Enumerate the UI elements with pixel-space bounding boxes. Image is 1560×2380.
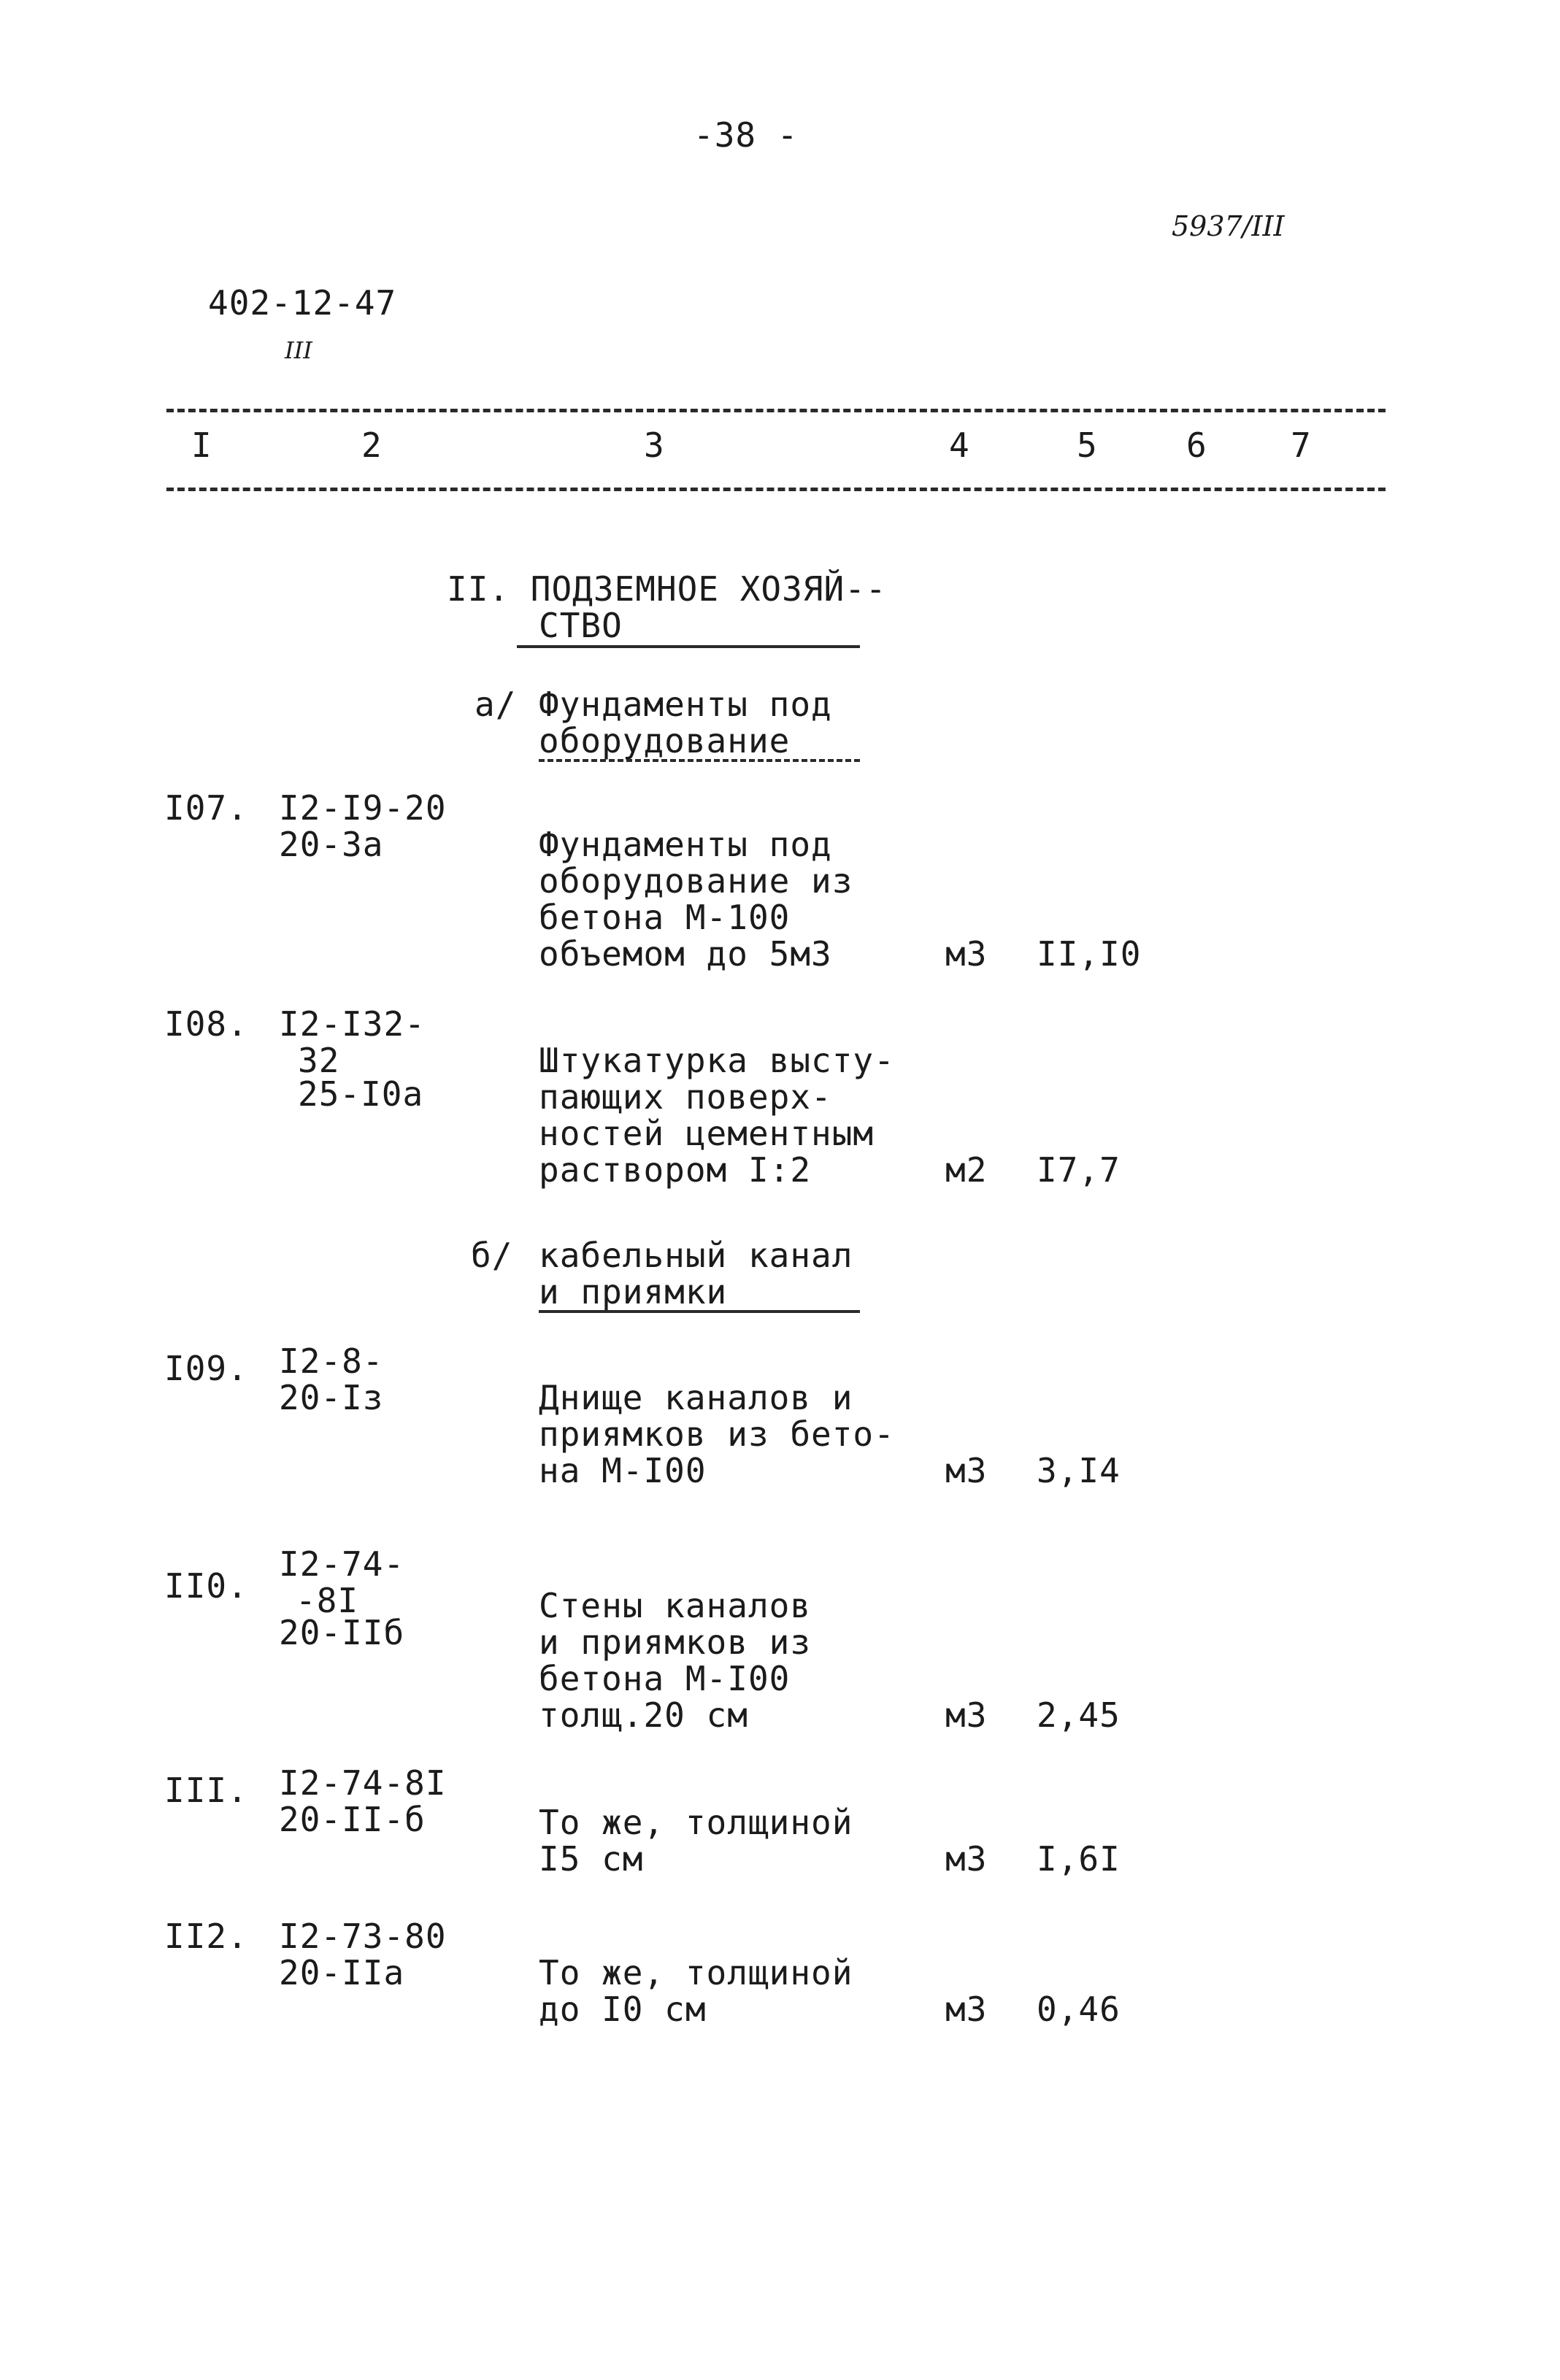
rate-code: I2-74-8I [279, 1763, 447, 1803]
unit-of-measure: м3 [945, 1695, 988, 1735]
rate-code: -8I [296, 1581, 359, 1620]
work-description: толщ.20 см [539, 1695, 748, 1735]
rate-code: 20-IIб [279, 1613, 405, 1652]
quantity: 0,46 [1037, 1990, 1121, 2029]
column-5-label: 5 [1077, 425, 1098, 465]
work-description: То же, толщиной [539, 1953, 853, 1992]
rate-code: 20-IIа [279, 1953, 405, 1992]
row-number: III. [164, 1771, 248, 1810]
quantity: 2,45 [1037, 1695, 1121, 1735]
work-description: раствором I:2 [539, 1150, 812, 1190]
unit-of-measure: м2 [945, 1150, 988, 1190]
work-description: ностей цементным [539, 1114, 875, 1153]
rate-code: 25-I0а [298, 1074, 424, 1114]
rate-code: I2-74- [279, 1544, 405, 1584]
work-description: приямков из бето- [539, 1414, 895, 1454]
rate-code: I2-73-80 [279, 1917, 447, 1956]
subsection-a-marker: а/ [474, 685, 517, 724]
unit-of-measure: м3 [945, 1839, 988, 1879]
unit-of-measure: м3 [945, 1990, 988, 2029]
work-description: Штукатурка высту- [539, 1041, 895, 1080]
quantity: 3,I4 [1037, 1451, 1121, 1490]
quantity: I7,7 [1037, 1150, 1121, 1190]
work-description: бетона М-I00 [539, 1659, 791, 1698]
quantity: II,I0 [1037, 934, 1142, 974]
row-number: I07. [164, 788, 248, 828]
subsection-b-title-continued: и приямки [539, 1272, 728, 1312]
work-description: Фундаменты под [539, 825, 832, 864]
work-description: Стены каналов [539, 1586, 812, 1625]
archive-mark: 5937/III [1172, 210, 1285, 242]
unit-of-measure: м3 [945, 934, 988, 974]
work-description: оборудование из [539, 861, 853, 901]
subsection-a-title-continued: оборудование [539, 721, 791, 760]
rate-code: I2-I9-20 [279, 788, 447, 828]
work-description: То же, толщиной [539, 1803, 853, 1842]
quantity: I,6I [1037, 1839, 1121, 1879]
column-6-label: 6 [1186, 425, 1207, 465]
subsection-b-title: кабельный канал [539, 1236, 853, 1275]
column-2-label: 2 [361, 425, 383, 465]
column-4-label: 4 [949, 425, 970, 465]
subsection-a-underline [539, 759, 860, 762]
rate-code: 20-Iз [279, 1378, 384, 1417]
table-header-bottom-rule [166, 488, 1386, 491]
subsection-b-underline [539, 1310, 860, 1313]
work-description: на М-I00 [539, 1451, 707, 1490]
work-description: I5 см [539, 1839, 644, 1879]
document-subcode: III [285, 336, 312, 364]
document-code: 402-12-47 [208, 283, 397, 323]
unit-of-measure: м3 [945, 1451, 988, 1490]
column-3-label: 3 [644, 425, 665, 465]
section-title-underline [517, 645, 860, 648]
work-description: Днище каналов и [539, 1378, 853, 1417]
column-1-label: I [191, 425, 212, 465]
row-number: I09. [164, 1349, 248, 1388]
table-header-top-rule [166, 409, 1386, 412]
row-number: II2. [164, 1917, 248, 1956]
work-description: бетона М-100 [539, 898, 791, 937]
section-title: II. ПОДЗЕМНОЕ ХОЗЯЙ-- [447, 569, 887, 609]
work-description: и приямков из [539, 1622, 812, 1662]
work-description: пающих поверх- [539, 1077, 832, 1117]
subsection-b-marker: б/ [471, 1236, 513, 1275]
section-title-continued: СТВО [539, 606, 623, 645]
page-number: -38 - [693, 115, 799, 155]
column-7-label: 7 [1291, 425, 1312, 465]
rate-code: 20-3а [279, 825, 384, 864]
work-description: объемом до 5м3 [539, 934, 832, 974]
subsection-a-title: Фундаменты под [539, 685, 832, 724]
row-number: I08. [164, 1004, 248, 1044]
rate-code: I2-I32- [279, 1004, 426, 1044]
work-description: до I0 см [539, 1990, 707, 2029]
rate-code: I2-8- [279, 1341, 384, 1381]
rate-code: 20-II-б [279, 1800, 426, 1839]
row-number: II0. [164, 1566, 248, 1606]
rate-code: 32 [298, 1041, 340, 1080]
